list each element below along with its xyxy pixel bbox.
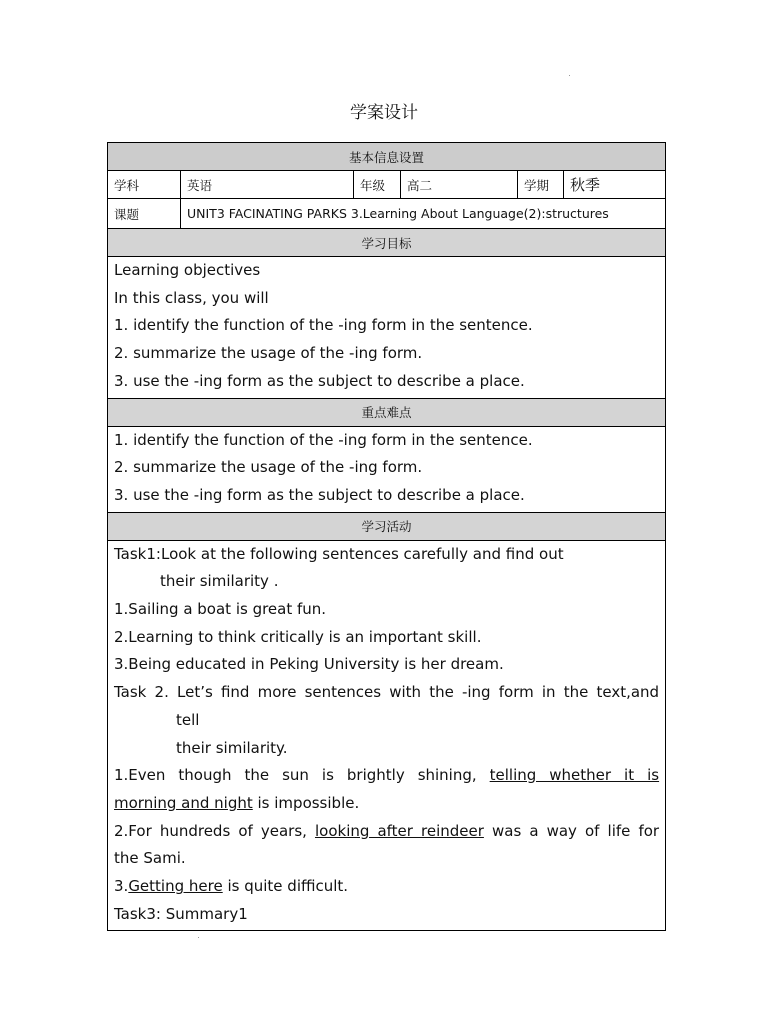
task2-sentence-1-cont — [114, 790, 659, 818]
tasks-header-row — [108, 512, 666, 540]
term-label: 学期 — [518, 171, 564, 199]
stray-dot — [198, 937, 199, 938]
keypoint-item: 2. summarize the usage of the -ing form. — [114, 458, 423, 477]
objectives-header: 学习目标 — [108, 229, 666, 257]
grade-value: 高二 — [401, 171, 518, 199]
keypoints-header: 重点难点 — [108, 398, 666, 426]
keypoints-header-row — [108, 398, 666, 426]
task2-s1-underlined-cont: morning and night — [114, 793, 253, 812]
task2-s3-underlined: Getting here — [128, 877, 223, 896]
objectives-header-row — [108, 229, 666, 257]
objectives-row — [108, 257, 666, 399]
keypoint-item: 1. identify the function of the -ing form in the sentence. — [114, 430, 533, 449]
task2-s1-text: 1.Even though the sun is brightly shining, — [114, 766, 490, 785]
objectives-intro: In this class, you will — [114, 288, 269, 307]
task1-sentence: 1.Sailing a boat is great fun. — [114, 600, 327, 619]
task2-s2-tail: was a way of life for — [491, 821, 660, 840]
tasks-cell — [108, 540, 666, 931]
topic-label: 课题 — [108, 199, 181, 229]
objective-item: 3. use the -ing form as the subject to describe a place. — [114, 371, 525, 390]
subject-label: 学科 — [108, 171, 181, 199]
objectives-cell — [108, 257, 666, 399]
task2-s3-number: 3. — [114, 877, 129, 896]
topic-row — [108, 199, 666, 229]
task1-sentence: 3.Being educated in Peking University is her dream. — [114, 655, 504, 674]
task2-instruction: Task 2. Let’s find more sentences with the -ing form in the text,and — [114, 683, 660, 702]
task2-sentence-2 — [114, 818, 659, 846]
basic-info-header: 基本信息设置 — [108, 143, 666, 171]
task2-sentence-2-cont: the Sami. — [114, 849, 186, 868]
task3-heading: Task3: Summary1 — [114, 904, 248, 923]
info-row — [108, 171, 666, 199]
keypoints-row — [108, 426, 666, 512]
task2-instruction-cont: their similarity. — [176, 738, 288, 757]
basic-info-header-row — [108, 143, 666, 171]
task1-instruction-cont: their similarity . — [160, 572, 279, 591]
task2-sentence-3 — [114, 873, 659, 901]
task1-sentence: 2.Learning to think critically is an important skill. — [114, 627, 482, 646]
tasks-row — [108, 540, 666, 931]
lesson-plan-table — [107, 142, 666, 931]
task2-s1-tail: is impossible. — [252, 793, 360, 812]
stray-dot — [569, 75, 570, 76]
document-title: 学案设计 — [350, 103, 418, 123]
objective-item: 2. summarize the usage of the -ing form. — [114, 344, 423, 363]
objective-item: 1. identify the function of the -ing form in the sentence. — [114, 316, 533, 335]
subject-value: 英语 — [181, 171, 354, 199]
task1-instruction: Task1:Look at the following sentences carefully and find out — [114, 544, 564, 563]
task2-s2-text: 2.For hundreds of years, — [114, 821, 315, 840]
keypoints-cell — [108, 426, 666, 512]
task2-s1-underlined: telling whether it is — [489, 766, 660, 785]
term-value: 秋季 — [564, 171, 666, 199]
keypoint-item: 3. use the -ing form as the subject to describe a place. — [114, 485, 525, 504]
task2-sentence-1 — [114, 762, 659, 790]
task2-s2-underlined: looking after reindeer — [314, 821, 484, 840]
objectives-heading: Learning objectives — [114, 261, 261, 279]
topic-value: UNIT3 FACINATING PARKS 3.Learning About Language(2):structures — [181, 199, 666, 229]
task2-instruction-cont: tell — [176, 710, 200, 729]
tasks-header: 学习活动 — [108, 512, 666, 540]
task2-s3-tail: is quite difficult. — [222, 877, 349, 896]
grade-label: 年级 — [354, 171, 401, 199]
